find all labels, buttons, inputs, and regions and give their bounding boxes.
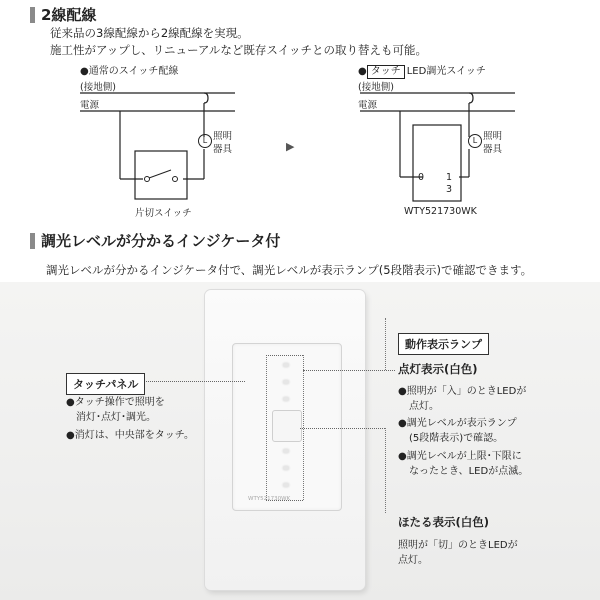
leader-line-touch-panel (140, 381, 245, 382)
lit-note-1a: ●照明が「入」のときLEDが (398, 386, 527, 397)
firefly-note-1b: 点灯。 (398, 555, 428, 566)
bullet: ● (358, 66, 367, 77)
lit-note-3b: なったとき、LEDが点滅。 (409, 466, 529, 477)
section-title-text: 調光レベルが分かるインジケータ付 (41, 232, 281, 250)
lit-note-2b: (5段階表示)で確認。 (409, 433, 504, 444)
lamp-label-left-2: 器具 (213, 144, 233, 155)
leader-line-lamp-vertical (385, 318, 386, 370)
model-number: WTY521730WK (404, 206, 477, 217)
indicator-lamp (283, 483, 289, 487)
section-desc-line-2: 施工性がアップし、リニューアルなど既存スイッチとの取り替えも可能。 (50, 43, 427, 57)
lamp-label-right-1: 照明 (483, 131, 503, 142)
lamp-symbol-left: L (198, 134, 212, 148)
touch-panel-note-3: ●消灯は、中央部をタッチ。 (66, 430, 195, 441)
lamp-label-right-2: 器具 (483, 144, 503, 155)
indicator-outline-bottom (266, 500, 303, 501)
terminal-0: 0 (418, 172, 425, 183)
touch-chip: タッチ (367, 65, 405, 79)
firefly-note-1a: 照明が「切」のときLEDが (398, 540, 518, 551)
leader-line-firefly (300, 428, 385, 429)
firefly-display-heading: ほたる表示(白色) (398, 515, 490, 529)
lit-display-heading: 点灯表示(白色) (398, 362, 478, 376)
indicator-outline-top (266, 355, 303, 356)
indicator-lamp-label: 動作表示ランプ (398, 333, 489, 355)
diagram-right-power: 電源 (358, 100, 378, 111)
touch-panel-note-1: ●タッチ操作で照明を (66, 397, 165, 408)
lit-note-1b: 点灯。 (409, 401, 439, 412)
lamp-label-left-1: 照明 (213, 131, 233, 142)
product-print: WTY521730WK (248, 496, 291, 502)
diagram-left-power: 電源 (80, 100, 100, 111)
diagram-left-title: ●通常のスイッチ配線 (80, 66, 179, 77)
diagram-right-ground-side: (接地側) (358, 82, 394, 93)
indicator-lamp (283, 363, 289, 367)
switch-caption: 片切スイッチ (135, 208, 192, 219)
diagram-left-ground-side: (接地側) (80, 82, 116, 93)
section-bar (30, 7, 35, 23)
indicator-lamp (283, 449, 289, 453)
diagram-right-title (358, 62, 486, 79)
lit-note-3a: ●調光レベルが上限･下限に (398, 451, 522, 462)
section2-desc: 調光レベルが分かるインジケータ付で、調光レベルが表示ランプ(5段階表示)で確認できます。 (46, 263, 533, 277)
lit-note-2a: ●調光レベルが表示ランプ (398, 418, 517, 429)
terminal-1: 1 (446, 172, 453, 183)
indicator-lamp (283, 466, 289, 470)
indicator-lamp (283, 380, 289, 384)
section-bar (30, 233, 35, 249)
section-desc-line-1: 従来品の3線配線から2線配線を実現。 (50, 26, 249, 40)
leader-line-firefly-vertical (385, 428, 386, 513)
section-title-indicator (30, 230, 280, 251)
terminal-3: 3 (446, 184, 453, 195)
indicator-lamp (283, 397, 289, 401)
center-touch-key (272, 410, 302, 442)
section-title-text: 2線配線 (41, 6, 97, 24)
diagram-right-title-text: LED調光スイッチ (406, 66, 486, 77)
leader-line-lit (303, 370, 395, 371)
touch-panel-label: タッチパネル (66, 373, 145, 395)
touch-panel-note-2: 消灯･点灯･調光。 (76, 412, 156, 423)
lamp-symbol-right: L (468, 134, 482, 148)
indicator-outline-left (266, 355, 267, 500)
arrow-right-icon: ▶ (286, 140, 295, 153)
section-title-wiring (30, 4, 96, 25)
